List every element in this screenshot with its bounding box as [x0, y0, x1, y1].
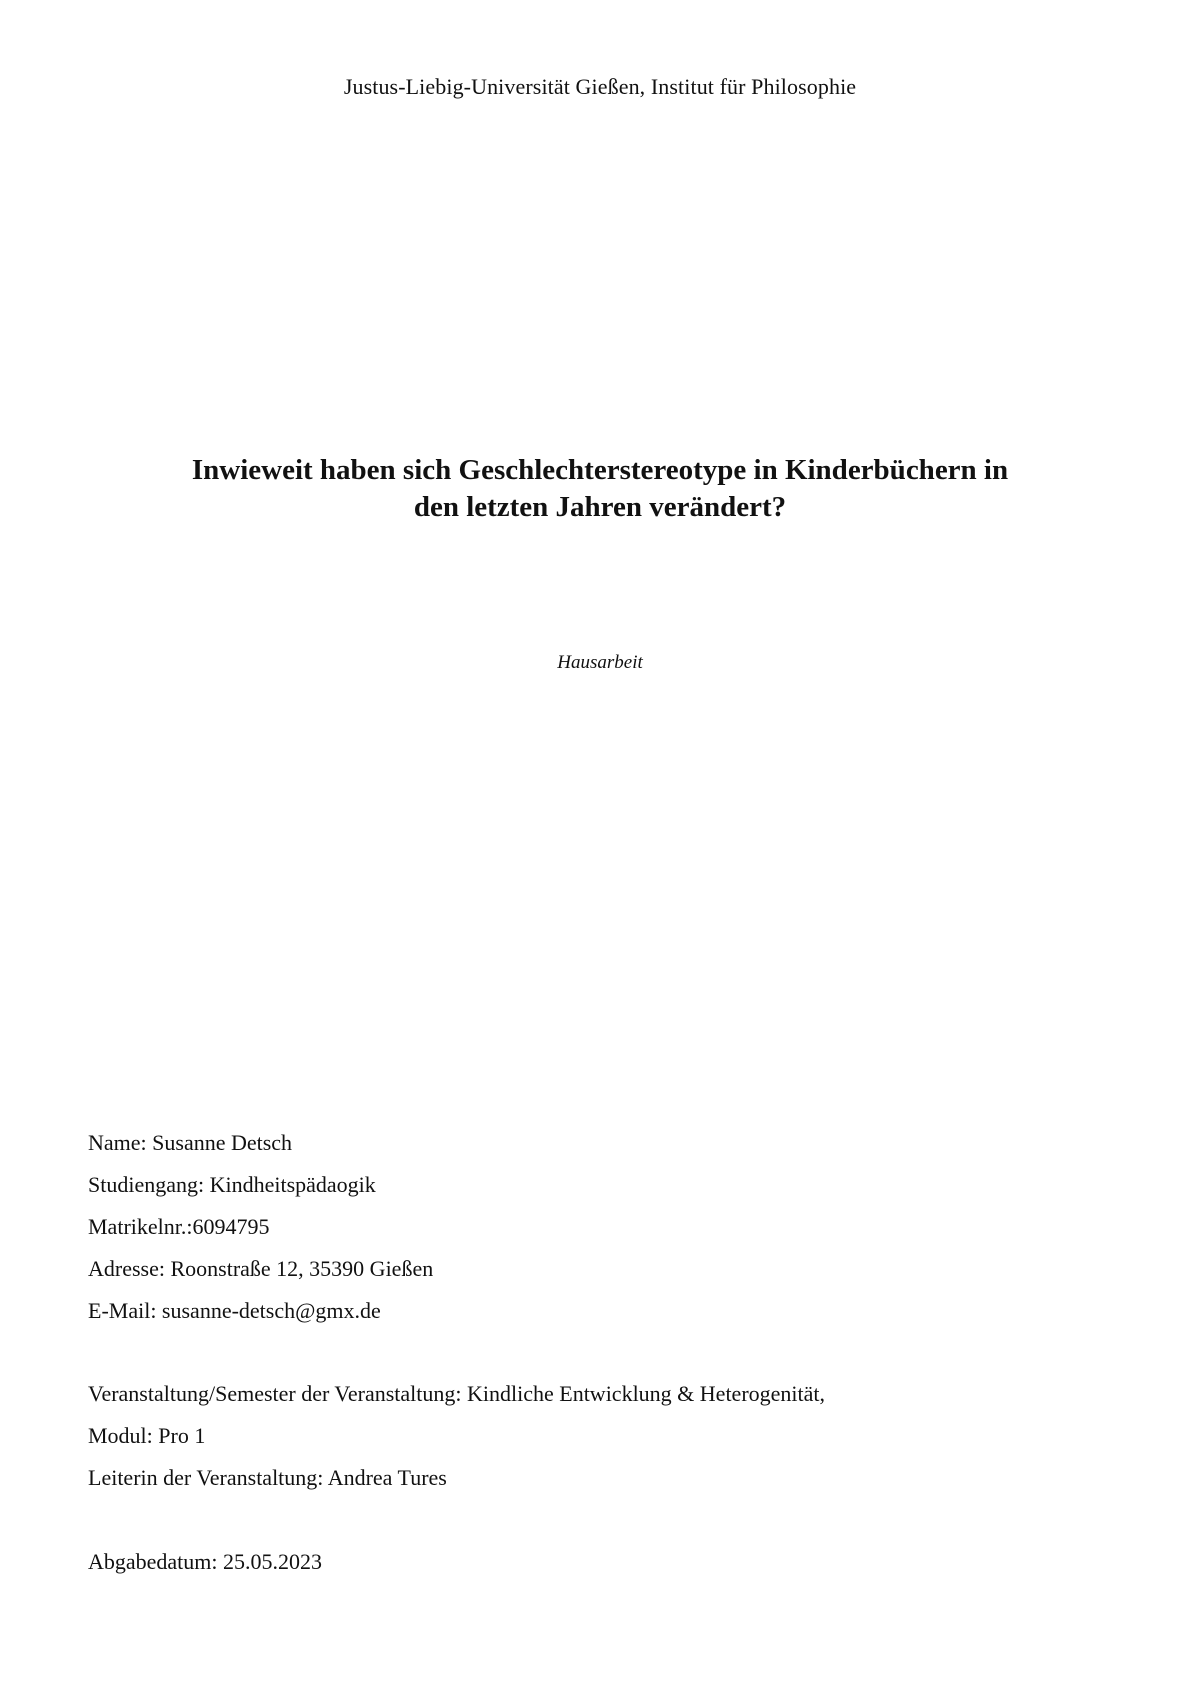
submission-date: Abgabedatum: 25.05.2023	[88, 1549, 323, 1574]
course-module: Modul: Pro 1	[88, 1423, 206, 1448]
matriculation-number: Matrikelnr.:6094795	[88, 1214, 270, 1239]
study-program: Studiengang: Kindheitspädaogik	[88, 1172, 376, 1197]
title-line-1: Inwieweit haben sich Geschlechterstereotype in Kinderbüchern in	[191, 454, 1009, 486]
course-event: Veranstaltung/Semester der Veranstaltung: Kindliche Entwicklung & Heterogenität,	[88, 1381, 826, 1406]
document-title	[100, 452, 1100, 526]
author-name: Name: Susanne Detsch	[88, 1130, 293, 1155]
institution-header: Justus-Liebig-Universität Gießen, Institut für Philosophie	[343, 74, 857, 99]
email: E-Mail: susanne-detsch@gmx.de	[88, 1298, 381, 1323]
personal-info	[88, 1122, 433, 1332]
title-line-2: den letzten Jahren verändert?	[413, 491, 787, 523]
document-type: Hausarbeit	[557, 652, 643, 673]
course-instructor: Leiterin der Veranstaltung: Andrea Tures	[88, 1465, 447, 1490]
course-info	[88, 1373, 825, 1499]
submission-info	[88, 1541, 322, 1583]
address: Adresse: Roonstraße 12, 35390 Gießen	[88, 1256, 434, 1281]
